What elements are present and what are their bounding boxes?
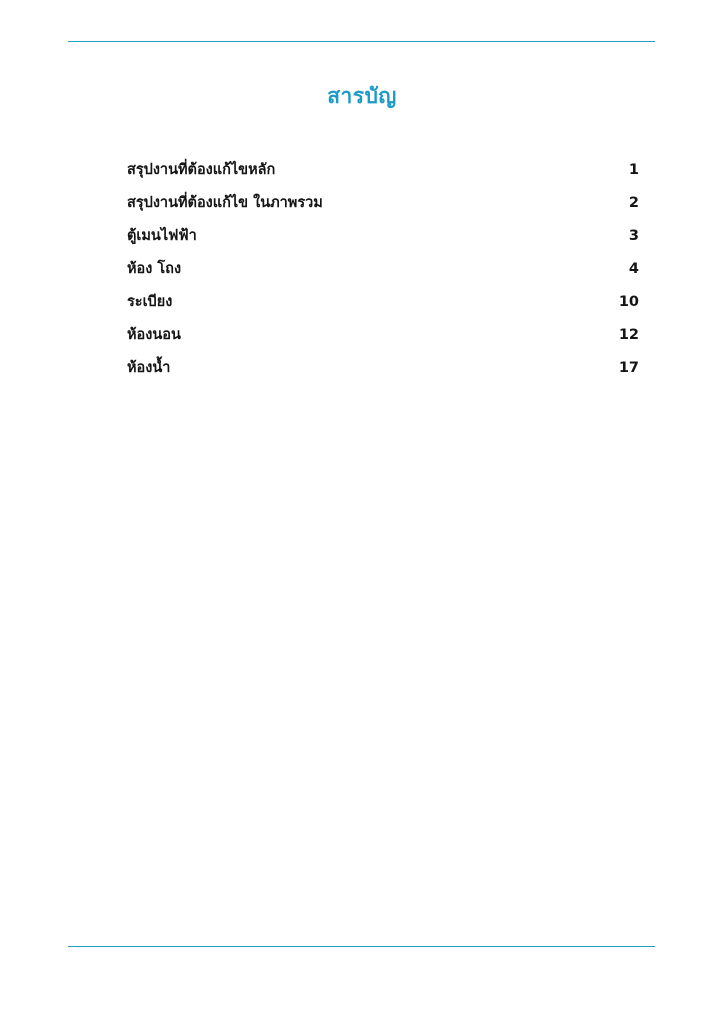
toc-entry[interactable] (127, 191, 639, 224)
page-title: สารบัญ (327, 84, 397, 109)
toc-entry[interactable] (127, 158, 639, 191)
toc-entry-label: ห้องน้ำ (127, 360, 171, 376)
toc-entry-page: 3 (628, 228, 639, 244)
bottom-rule (68, 946, 655, 947)
toc-entry-page: 10 (618, 294, 639, 310)
toc-entry-page: 2 (628, 195, 639, 211)
toc-entry-label: ระเบียง (127, 294, 173, 310)
toc-entry[interactable] (127, 323, 639, 356)
toc-entry-label: ห้องนอน (127, 327, 181, 343)
toc-entry[interactable] (127, 356, 639, 389)
toc-entry[interactable] (127, 224, 639, 257)
toc-entry-label: ตู้เมนไฟฟ้า (127, 228, 197, 244)
toc-entry-page: 17 (618, 360, 639, 376)
toc-entry-page: 12 (618, 327, 639, 343)
toc-entry-page: 4 (628, 261, 639, 277)
toc-entry-label: สรุปงานที่ต้องแก้ไข ในภาพรวม (127, 195, 323, 211)
toc-entry[interactable] (127, 257, 639, 290)
toc-entry-page: 1 (628, 162, 639, 178)
toc-entry-label: ห้อง โถง (127, 261, 182, 277)
toc-entry[interactable] (127, 290, 639, 323)
table-of-contents (127, 158, 639, 389)
top-rule (68, 41, 655, 42)
toc-entry-label: สรุปงานที่ต้องแก้ไขหลัก (127, 162, 276, 178)
